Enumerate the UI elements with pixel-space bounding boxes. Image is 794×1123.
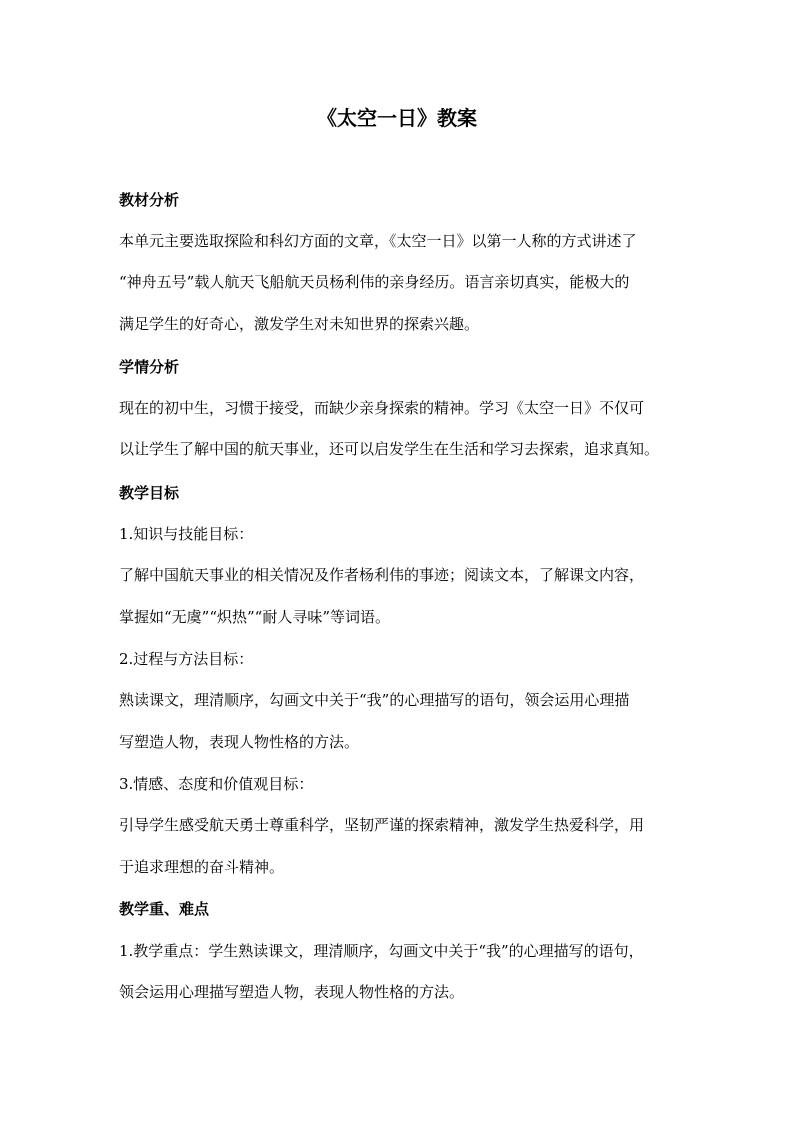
paragraph-line: 1.教学重点：学生熟读课文，理清顺序，勾画文中关于“我”的心理描写的语句， — [119, 942, 644, 960]
goal-label: 2.过程与方法目标： — [119, 650, 254, 668]
paragraph-line: 掌握如“无虞”“炽热”“耐人寻味”等词语。 — [119, 608, 391, 626]
paragraph-line: 现在的初中生，习惯于接受，而缺少亲身探索的精神。学习《太空一日》不仅可 — [119, 399, 645, 417]
section-heading-students: 学情分析 — [119, 358, 180, 376]
section-heading-goals: 教学目标 — [119, 484, 180, 502]
paragraph-line: 于追求理想的奋斗精神。 — [119, 858, 285, 876]
goal-label: 1.知识与技能目标： — [119, 525, 254, 543]
section-heading-material: 教材分析 — [119, 191, 180, 209]
paragraph-line: 本单元主要选取探险和科幻方面的文章，《太空一日》以第一人称的方式讲述了 — [119, 232, 637, 250]
paragraph-line: 领会运用心理描写塑造人物，表现人物性格的方法。 — [119, 983, 465, 1001]
paragraph-line: 满足学生的好奇心，激发学生对未知世界的探索兴趣。 — [119, 315, 480, 333]
paragraph-line: 写塑造人物，表现人物性格的方法。 — [119, 733, 360, 751]
paragraph-line: 熟读课文，理清顺序，勾画文中关于“我”的心理描写的语句，领会运用心理描 — [119, 691, 630, 709]
section-heading-keypoints: 教学重、难点 — [119, 900, 210, 918]
paragraph-line: 引导学生感受航天勇士尊重科学，坚韧严谨的探索精神，激发学生热爱科学，用 — [119, 816, 645, 834]
goal-label: 3.情感、态度和价值观目标： — [119, 775, 314, 793]
paragraph-line: “神舟五号”载人航天飞船航天员杨利伟的亲身经历。语言亲切真实，能极大的 — [119, 273, 630, 291]
paragraph-line: 了解中国航天事业的相关情况及作者杨利伟的事迹；阅读文本，了解课文内容， — [119, 566, 645, 584]
document-title: 《太空一日》教案 — [317, 106, 477, 130]
paragraph-line: 以让学生了解中国的航天事业，还可以启发学生在生活和学习去探索，追求真知。 — [119, 440, 660, 458]
